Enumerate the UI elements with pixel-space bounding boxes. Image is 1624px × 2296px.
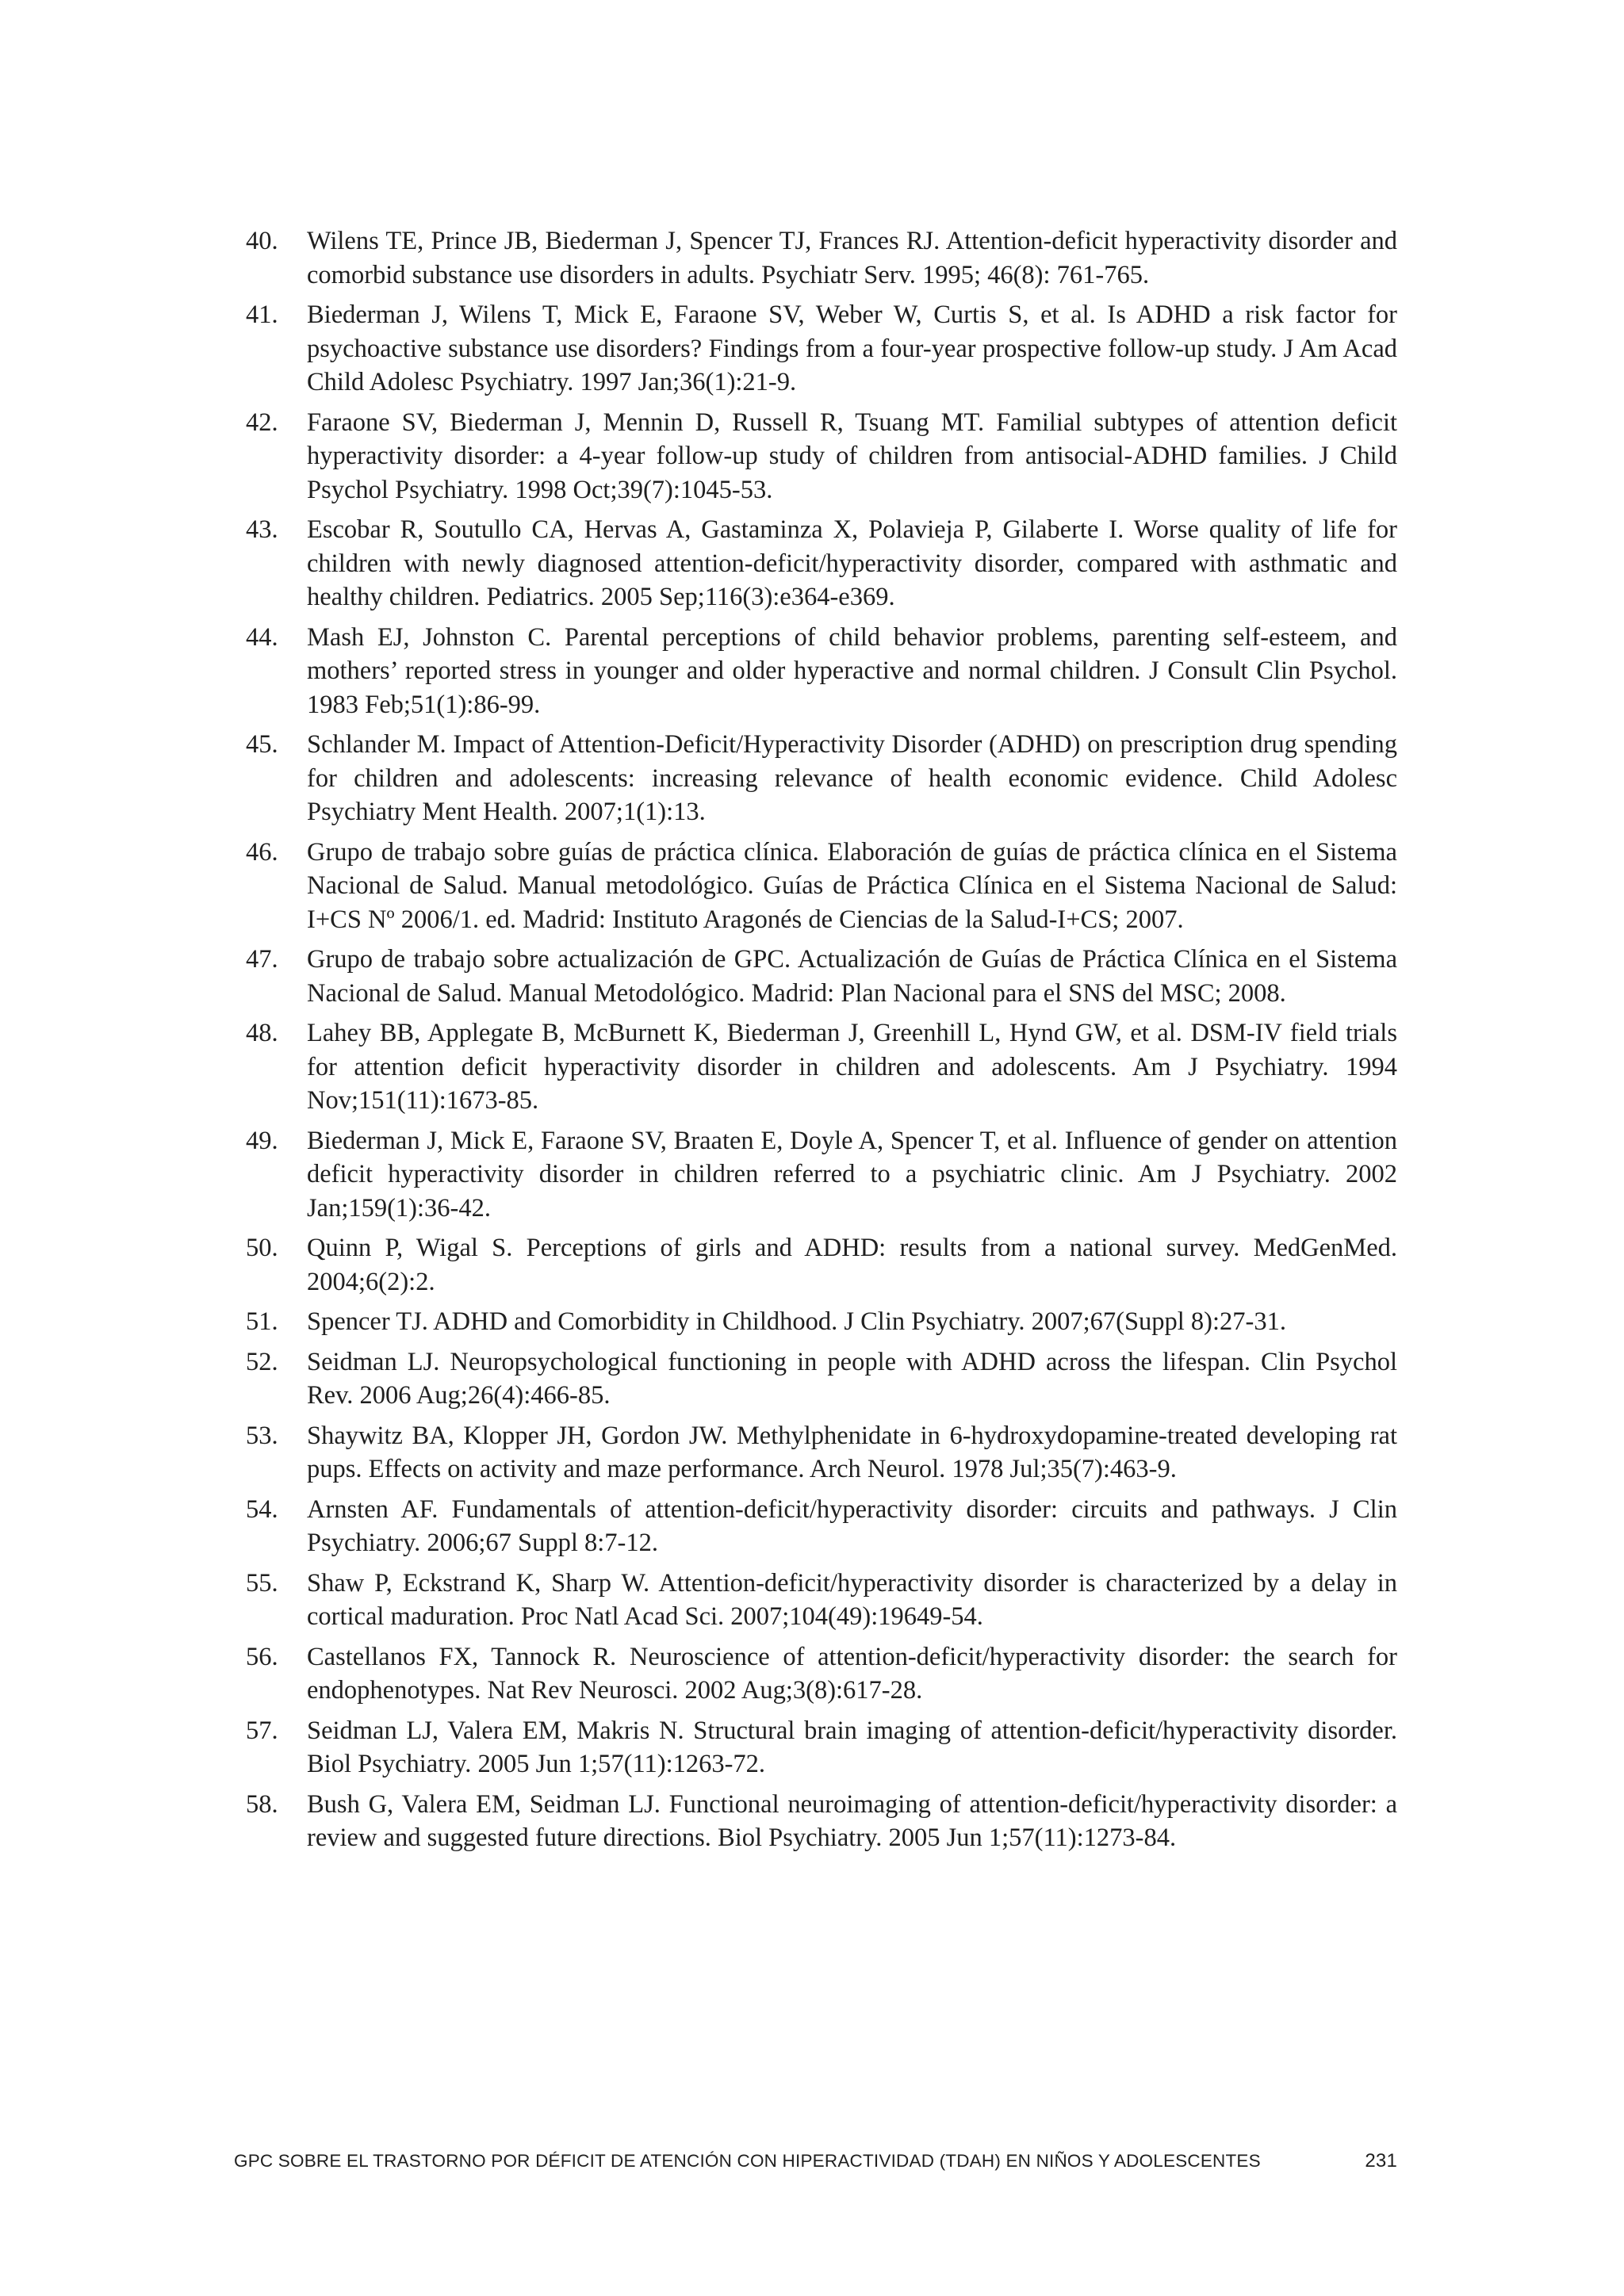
reference-item bbox=[246, 1016, 1397, 1118]
reference-item bbox=[246, 1231, 1397, 1299]
page-footer bbox=[234, 2150, 1397, 2172]
reference-item bbox=[246, 298, 1397, 400]
reference-list bbox=[246, 224, 1397, 1862]
reference-number: 45. bbox=[246, 730, 278, 759]
reference-text: Bush G, Valera EM, Seidman LJ. Functional neuroimaging of attention-deficit/hyperactivity disorder: a review and suggested future directions. Biol Psychiatry. 2005 Jun 1;57(11):1273-84. bbox=[307, 1789, 1397, 1852]
reference-number: 53. bbox=[246, 1421, 278, 1450]
reference-item bbox=[246, 1345, 1397, 1413]
reference-number: 51. bbox=[246, 1307, 278, 1336]
reference-item bbox=[246, 1788, 1397, 1855]
reference-text: Shaw P, Eckstrand K, Sharp W. Attention-deficit/hyperactivity disorder is characterized by a delay in cortical maduration. Proc Natl Acad Sci. 2007;104(49):19649-54. bbox=[307, 1568, 1397, 1631]
reference-item bbox=[246, 943, 1397, 1010]
page-number: 231 bbox=[1365, 2150, 1397, 2172]
reference-text: Seidman LJ, Valera EM, Makris N. Structural brain imaging of attention-deficit/hyperactivity disorder. Biol Psychiatry. 2005 Jun 1;57(11):1263-72. bbox=[307, 1716, 1397, 1778]
reference-number: 40. bbox=[246, 227, 278, 255]
reference-item bbox=[246, 406, 1397, 507]
reference-number: 48. bbox=[246, 1019, 278, 1047]
reference-number: 46. bbox=[246, 837, 278, 867]
reference-number: 41. bbox=[246, 300, 278, 329]
reference-text: Mash EJ, Johnston C. Parental perceptions of child behavior problems, parenting self-esteem, and mothers’ reported stress in younger and older hyperactive and normal children. J Consult Clin Psychol. 1983 Feb;51(1):86-99. bbox=[307, 622, 1397, 719]
reference-text: Arnsten AF. Fundamentals of attention-deficit/hyperactivity disorder: circuits and pathways. J Clin Psychiatry. 2006;67 Suppl 8:7-12. bbox=[307, 1494, 1397, 1557]
reference-number: 54. bbox=[246, 1494, 278, 1524]
reference-text: Seidman LJ. Neuropsychological functioning in people with ADHD across the lifespan. Clin Psychol Rev. 2006 Aug;26(4):466-85. bbox=[307, 1347, 1397, 1410]
reference-number: 57. bbox=[246, 1716, 278, 1745]
reference-text: Schlander M. Impact of Attention-Deficit/Hyperactivity Disorder (ADHD) on prescription drug spending for children and adolescents: increasing relevance of health economic evidence. Child Adolesc Psychiatry Ment Health. 2007;1(1):13. bbox=[307, 730, 1397, 826]
reference-text: Grupo de trabajo sobre actualización de GPC. Actualización de Guías de Práctica Clínica en el Sistema Nacional de Salud. Manual Metodológico. Madrid: Plan Nacional para el SNS del MSC; 2008. bbox=[307, 945, 1397, 1008]
reference-text: Escobar R, Soutullo CA, Hervas A, Gastaminza X, Polavieja P, Gilaberte I. Worse quality of life for children with newly diagnosed attention-deficit/hyperactivity disorder, compared with asthmatic and healthy children. Pediatrics. 2005 Sep;116(3):e364-e369. bbox=[307, 515, 1397, 611]
reference-item bbox=[246, 1640, 1397, 1708]
reference-number: 50. bbox=[246, 1234, 278, 1262]
reference-number: 43. bbox=[246, 515, 278, 544]
reference-text: Faraone SV, Biederman J, Mennin D, Russell R, Tsuang MT. Familial subtypes of attention deficit hyperactivity disorder: a 4-year follow-up study of children from antisocial-ADHD families. J Child Psychol Psychiatry. 1998 Oct;39(7):1045-53. bbox=[307, 408, 1397, 504]
reference-item bbox=[246, 728, 1397, 829]
reference-item bbox=[246, 1305, 1397, 1339]
reference-text: Biederman J, Wilens T, Mick E, Faraone SV, Weber W, Curtis S, et al. Is ADHD a risk factor for psychoactive substance use disorders? Findings from a four-year prospective follow-up study. J Am Acad Child Adolesc Psychiatry. 1997 Jan;36(1):21-9. bbox=[307, 300, 1397, 396]
reference-text: Castellanos FX, Tannock R. Neuroscience of attention-deficit/hyperactivity disorder: the search for endophenotypes. Nat Rev Neurosci. 2002 Aug;3(8):617-28. bbox=[307, 1642, 1397, 1705]
reference-number: 49. bbox=[246, 1126, 278, 1155]
reference-text: Spencer TJ. ADHD and Comorbidity in Childhood. J Clin Psychiatry. 2007;67(Suppl 8):27-31. bbox=[307, 1307, 1286, 1336]
reference-number: 47. bbox=[246, 945, 278, 974]
reference-number: 44. bbox=[246, 622, 278, 652]
reference-item bbox=[246, 1567, 1397, 1634]
reference-text: Lahey BB, Applegate B, McBurnett K, Biederman J, Greenhill L, Hynd GW, et al. DSM-IV field trials for attention deficit hyperactivity disorder in children and adolescents. Am J Psychiatry. 1994 Nov;151(11):1673-85. bbox=[307, 1019, 1397, 1115]
reference-number: 52. bbox=[246, 1347, 278, 1376]
reference-item bbox=[246, 1124, 1397, 1226]
reference-item bbox=[246, 224, 1397, 292]
reference-number: 42. bbox=[246, 408, 278, 437]
running-title: GPC SOBRE EL TRASTORNO POR DÉFICIT DE ATENCIÓN CON HIPERACTIVIDAD (TDAH) EN NIÑOS Y ADOLESCENTES bbox=[234, 2151, 1261, 2171]
reference-item bbox=[246, 621, 1397, 722]
reference-number: 55. bbox=[246, 1568, 278, 1598]
reference-item bbox=[246, 513, 1397, 614]
reference-item bbox=[246, 836, 1397, 937]
reference-number: 58. bbox=[246, 1789, 278, 1819]
reference-number: 56. bbox=[246, 1642, 278, 1671]
reference-text: Wilens TE, Prince JB, Biederman J, Spencer TJ, Frances RJ. Attention-deficit hyperactivity disorder and comorbid substance use disorders in adults. Psychiatr Serv. 1995; 46(8): 761-765. bbox=[307, 227, 1397, 289]
reference-text: Biederman J, Mick E, Faraone SV, Braaten E, Doyle A, Spencer T, et al. Influence of gender on attention deficit hyperactivity disorder in children referred to a psychiatric clinic. Am J Psychiatry. 2002 Jan;159(1):36-42. bbox=[307, 1126, 1397, 1223]
reference-item bbox=[246, 1419, 1397, 1487]
reference-item bbox=[246, 1714, 1397, 1781]
reference-text: Quinn P, Wigal S. Perceptions of girls and ADHD: results from a national survey. MedGenMed. 2004;6(2):2. bbox=[307, 1234, 1397, 1296]
reference-text: Grupo de trabajo sobre guías de práctica clínica. Elaboración de guías de práctica clínica en el Sistema Nacional de Salud. Manual metodológico. Guías de Práctica Clínica en el Sistema Nacional de Salud: I+CS Nº 2006/1. ed. Madrid: Instituto Aragonés de Ciencias de la Salud-I+CS; 2007. bbox=[307, 837, 1397, 934]
reference-text: Shaywitz BA, Klopper JH, Gordon JW. Methylphenidate in 6-hydroxydopamine-treated developing rat pups. Effects on activity and maze performance. Arch Neurol. 1978 Jul;35(7):463-9. bbox=[307, 1421, 1397, 1483]
reference-item bbox=[246, 1493, 1397, 1560]
